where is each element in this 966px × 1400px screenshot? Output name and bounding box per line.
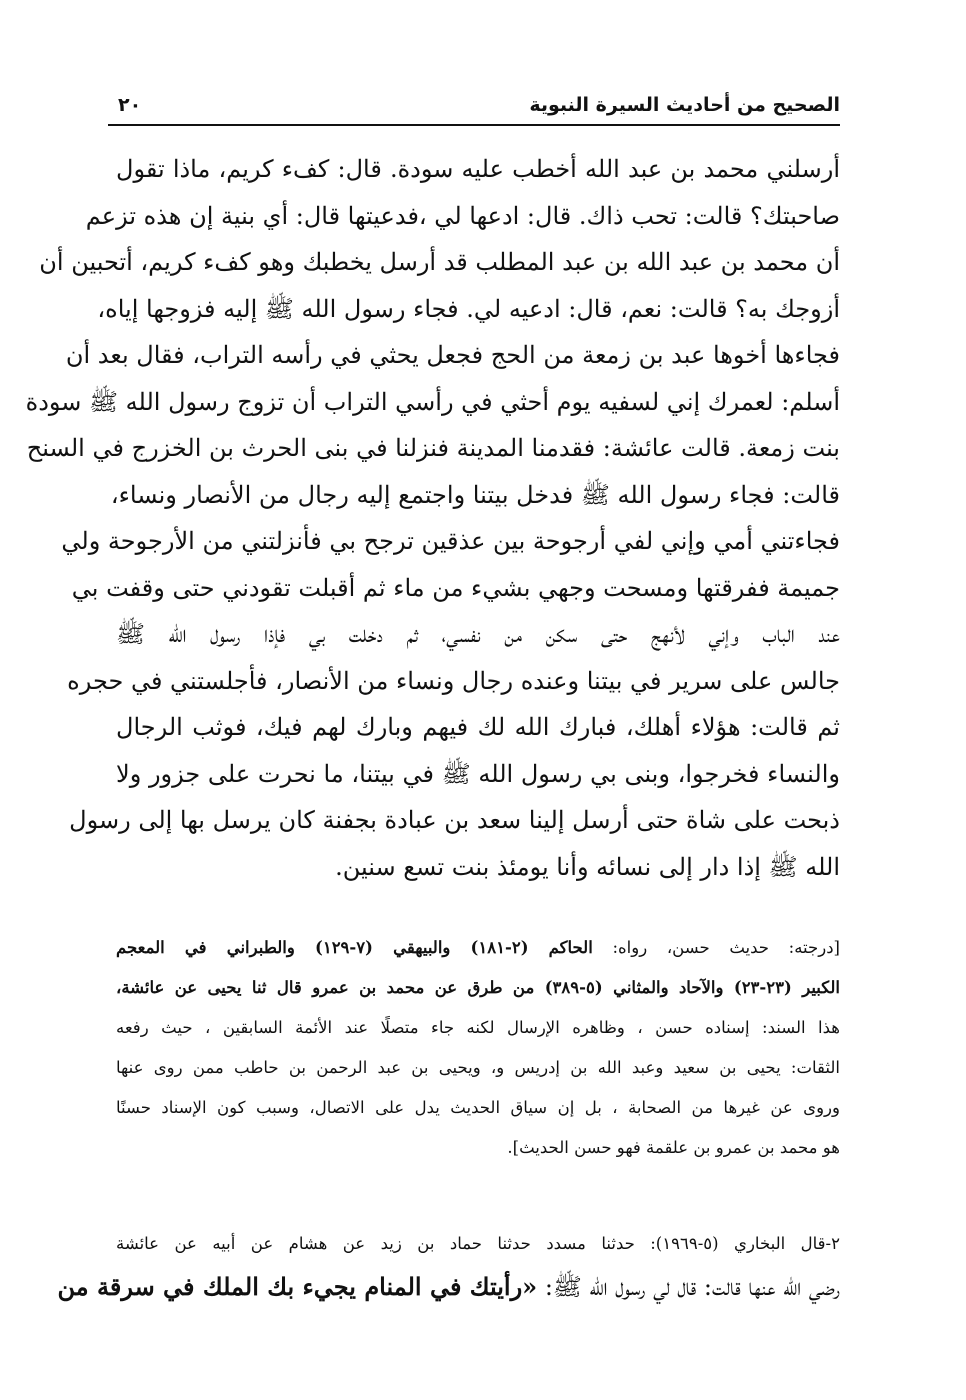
note-line — [116, 1088, 840, 1128]
note-line — [116, 1048, 840, 1088]
text-line: فجاءها أخوها عبد بن زمعة من الحج فجعل يحثي في رأسه التراب، فقال بعد أن — [65, 341, 840, 369]
note-line — [116, 1008, 840, 1048]
note-plain: هذا السند: إسناده حسن ، وظاهره الإرسال لكنه جاء متصلًا عند الأئمة السابقين ، حيث رفعه — [116, 1018, 840, 1037]
note-plain: الثقات: يحيى بن سعيد وعبد الله بن إدريس و، ويحيى بن عبد الرحمن بن حاطب ممن روى عنها — [116, 1058, 840, 1077]
main-text — [25, 146, 840, 890]
hadith-quote: «رأيتك في المنام يجيء بك الملك في سرقة من — [57, 1272, 538, 1301]
text-line: أن محمد بن عبد الله بن عبد المطلب قد أرسل يخطبك وهو كفء كريم، أتحبين أن — [39, 248, 840, 276]
text-line: قالت: فجاء رسول الله ﷺ فدخل بيتنا واجتمع إليه رجال من الأنصار ونساء، — [110, 480, 840, 509]
text-line: أرسلني محمد بن عبد الله أخطب عليه سودة. قال: كفء كريم، ماذا تقول — [116, 155, 840, 183]
note-plain: هو محمد بن عمرو بن علقمة فهو حسن الحديث]. — [507, 1138, 840, 1157]
text-line: عند الباب وإني لأنهج حتى سكن من نفسي، ثم دخلت بي فإذا رسول الله ﷺ — [116, 620, 840, 648]
text-line: الله ﷺ إذا دار إلى نسائه وأنا يومئذ بنت تسع سنين. — [335, 852, 840, 881]
running-header — [108, 92, 840, 126]
hadith-chain: ٢-قال البخاري (٥-١٩٦٩): حدثنا مسدد حدثنا حماد بن زيد عن هشام عن أبيه عن عائشة — [116, 1234, 840, 1253]
text-line: صاحبتك؟ قالت: تحب ذاك. قال: ادعها لي ،فدعيتها قال: أي بنية إن هذه تزعم — [85, 201, 840, 230]
page-number: ٢٠ — [118, 94, 142, 116]
note-bold: الكبير (٢٣-٢٣) والآحاد والمثاني (٥-٣٨٩) من طرق عن محمد بن عمرو قال ثنا يحيى عن عائشة، — [116, 978, 841, 997]
text-line: فجاءتني أمي وإني لفي أرجوحة بين عذقين ترجح بي فأنزلتني من الأرجوحة ولي — [61, 527, 840, 555]
book-title: الصحيح من أحاديث السيرة النبوية — [529, 94, 840, 116]
text-line: جميمة ففرقتها ومسحت وجهي بشيء من ماء ثم أقبلت تقودني حتى وقفت بي — [71, 573, 840, 602]
text-line: ذبحت على شاة حتى أرسل إلينا سعد بن عبادة بجفنة كان يرسل بها إلى رسول — [69, 806, 840, 834]
note-plain: [درجته: حديث حسن، رواه: — [592, 938, 840, 957]
note-line — [116, 928, 840, 968]
hadith-grading-note — [116, 928, 840, 1168]
text-line: أسلم: لعمرك إني لسفيه يوم أحثي في رأسي التراب أن تزوج رسول الله ﷺ سودة — [25, 387, 840, 416]
note-line — [116, 1128, 840, 1168]
text-line: جالس على سرير في بيتنا وعنده رجال ونساء من الأنصار، فأجلستني في حجره — [67, 666, 840, 695]
hadith-2 — [57, 1224, 840, 1310]
hadith-text-line — [57, 1264, 840, 1310]
text-line: والنساء فخرجوا، وبنى بي رسول الله ﷺ في بيتنا، ما نحرت على جزور ولا — [116, 759, 840, 788]
text-line: ثم قالت: هؤلاء أهلك، فبارك الله لك فيهم وبارك لهم فيك، فوثب الرجال — [116, 713, 840, 741]
hadith-intro: رضي الله عنها قالت: قال لي رسول الله ﷺ: — [537, 1273, 840, 1301]
text-line: أزوجك به؟ قالت: نعم، قال: ادعيه لي. فجاء رسول الله ﷺ إليه فزوجها إياه، — [97, 294, 840, 323]
note-plain: وروى عن غيرها من الصحابة ، بل إن سياق الحديث يدل على الاتصال، وسبب كون الإسناد حسنًا — [116, 1098, 840, 1117]
note-line — [116, 968, 840, 1008]
text-line: بنت زمعة. قالت عائشة: فقدمنا المدينة فنزلنا في بنى الحرث بن الخزرج في السنح — [26, 434, 840, 462]
header-rule — [108, 124, 840, 126]
note-bold: الحاكم (٢-١٨١) والبيهقي (٧-١٢٩) والطبراني في المعجم — [116, 938, 593, 957]
